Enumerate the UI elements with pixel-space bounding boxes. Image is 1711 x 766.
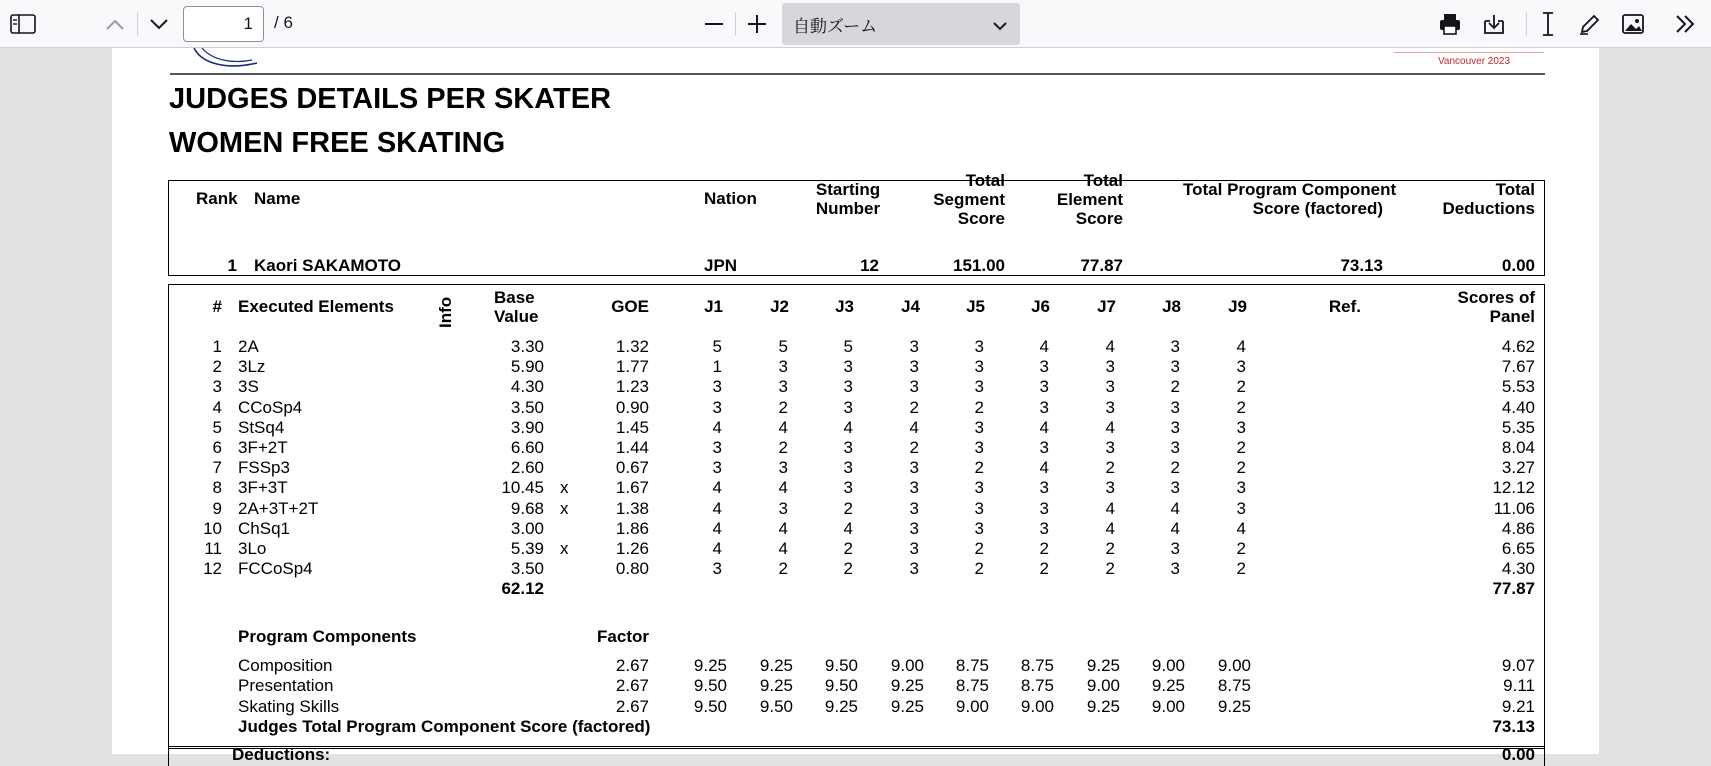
element-panel-score: 4.86 (1501, 518, 1535, 538)
judge-score: 3 (974, 337, 984, 356)
element-goe: 1.77 (615, 357, 649, 377)
judge-score: 2 (1236, 377, 1246, 397)
component-judge-score: 9.00 (955, 696, 989, 716)
element-goe: 0.67 (615, 458, 649, 478)
judge-score: 3 (974, 498, 984, 518)
base-value-header-line: Base (494, 288, 535, 307)
element-number: 5 (212, 417, 222, 437)
judge-score: 3 (974, 518, 984, 538)
judge-score: 4 (843, 518, 853, 538)
element-goe: 1.67 (615, 478, 649, 498)
element-code: 2A (238, 337, 259, 356)
judge-score: 4 (1039, 458, 1049, 478)
judge-header: J3 (835, 297, 854, 316)
judge-score: 3 (1170, 559, 1180, 579)
element-number: 7 (212, 458, 222, 478)
judge-score: 3 (1170, 397, 1180, 417)
name-header: Name (254, 189, 301, 208)
component-judge-score: 9.25 (824, 696, 858, 716)
component-judge-score: 9.25 (759, 656, 793, 675)
component-name: Skating Skills (238, 696, 340, 716)
component-name: Composition (238, 656, 333, 675)
judge-score: 3 (778, 377, 788, 397)
pdf-toolbar (0, 0, 1711, 48)
element-code: FCCoSp4 (238, 559, 313, 579)
base-value-header-line: Value (494, 307, 539, 326)
judge-score: 2 (1105, 559, 1115, 579)
element-number: 4 (212, 397, 222, 417)
judge-score: 2 (1236, 438, 1246, 457)
judge-score: 3 (843, 377, 853, 397)
component-judge-score: 9.25 (693, 656, 727, 675)
judge-header: J5 (966, 297, 985, 316)
element-panel-score: 4.62 (1501, 337, 1535, 356)
component-judge-score: 8.75 (1020, 676, 1054, 696)
judge-score: 4 (1105, 518, 1115, 538)
judge-score: 5 (712, 337, 722, 356)
component-judge-score: 9.50 (824, 656, 858, 675)
deductions-label: Deductions: (232, 745, 331, 764)
page-total: / 6 (274, 13, 293, 32)
element-code: StSq4 (238, 417, 285, 437)
judge-score: 3 (843, 357, 853, 377)
element-code: 3Lo (238, 539, 267, 558)
judge-score: 3 (1170, 357, 1180, 377)
component-factor: 2.67 (615, 676, 649, 696)
component-judge-score: 9.25 (1086, 656, 1120, 675)
element-base-value: 2.60 (510, 458, 544, 478)
judge-score: 2 (843, 539, 853, 558)
component-judge-score: 9.50 (693, 676, 727, 696)
judge-score: 4 (1039, 337, 1049, 356)
element-goe: 1.45 (615, 417, 649, 437)
judge-header: J6 (1031, 297, 1050, 316)
judge-score: 4 (778, 478, 788, 498)
judge-score: 3 (1105, 377, 1115, 397)
judge-score: 2 (1039, 539, 1049, 558)
judge-score: 2 (1236, 559, 1246, 579)
component-factor: 2.67 (615, 696, 649, 716)
judge-score: 3 (712, 377, 722, 397)
judge-score: 3 (909, 559, 919, 579)
element-base-value: 3.50 (510, 397, 544, 417)
element-panel-score: 12.12 (1492, 478, 1535, 498)
element-base-value: 3.50 (510, 559, 544, 579)
element-panel-score: 7.67 (1501, 357, 1535, 377)
element-code: 3F+2T (238, 438, 288, 457)
judge-score: 4 (1105, 337, 1115, 356)
component-judge-score: 9.25 (1151, 676, 1185, 696)
judge-score: 4 (1170, 518, 1180, 538)
element-panel-score: 4.40 (1501, 397, 1535, 417)
header-rule (170, 73, 1545, 75)
judge-score: 3 (1170, 539, 1180, 558)
judge-score: 2 (843, 559, 853, 579)
element-code: CCoSp4 (238, 397, 303, 417)
judge-score: 2 (1105, 458, 1115, 478)
total-element-score-header-line: Element (1056, 190, 1123, 209)
judge-score: 2 (1236, 539, 1246, 558)
judge-header: J2 (770, 297, 789, 316)
goe-header: GOE (611, 297, 649, 316)
judge-score: 3 (843, 438, 853, 457)
judge-score: 3 (712, 397, 722, 417)
scores-of-panel-header-line: Panel (1489, 307, 1535, 326)
judge-score: 3 (1039, 478, 1049, 498)
judge-score: 3 (1105, 397, 1115, 417)
judge-score: 3 (909, 337, 919, 356)
judges-total-label: Judges Total Program Component Score (factored) (238, 717, 651, 736)
judge-score: 4 (778, 539, 788, 558)
component-judge-score: 8.75 (955, 656, 989, 675)
zoom-select[interactable] (782, 3, 1020, 45)
total-segment-score-header-line: Score (957, 209, 1005, 228)
judge-score: 4 (1105, 417, 1115, 437)
judge-score: 3 (1039, 357, 1049, 377)
judge-score: 4 (778, 518, 788, 538)
judge-score: 3 (712, 458, 722, 478)
save-download-icon[interactable] (1480, 10, 1508, 38)
total-segment-score-header-line: Total (965, 171, 1005, 190)
element-number: 8 (212, 478, 222, 498)
judge-score: 4 (712, 518, 722, 538)
toolbar-separator (1526, 12, 1527, 36)
element-code: 3Lz (238, 357, 266, 377)
skater-rank: 1 (227, 256, 237, 275)
component-judge-score: 9.00 (1086, 676, 1120, 696)
element-number: 11 (204, 539, 222, 558)
judge-score: 3 (778, 458, 788, 478)
judge-score: 3 (1236, 417, 1246, 437)
skater-name: Kaori SAKAMOTO (254, 256, 402, 275)
element-panel-score: 5.53 (1501, 377, 1535, 397)
judge-score: 3 (909, 478, 919, 498)
element-panel-score: 4.30 (1501, 559, 1535, 579)
judge-score: 3 (1039, 498, 1049, 518)
judge-score: 3 (1105, 438, 1115, 457)
component-judge-score: 9.25 (890, 676, 924, 696)
deductions-value: 0.00 (1501, 745, 1535, 764)
judge-score: 2 (909, 438, 919, 457)
judge-score: 3 (909, 377, 919, 397)
element-goe: 1.86 (615, 518, 649, 538)
skater-starting-number: 12 (860, 256, 879, 275)
judge-score: 2 (1236, 397, 1246, 417)
component-judge-score: 9.50 (759, 696, 793, 716)
judges-total-value: 73.13 (1492, 717, 1535, 736)
element-number: 6 (212, 438, 222, 457)
next-page-icon[interactable] (146, 12, 172, 36)
judge-score: 3 (909, 498, 919, 518)
rank-header: Rank (196, 189, 238, 208)
isu-logo-icon (182, 48, 292, 72)
skater-total-deductions: 0.00 (1501, 256, 1535, 275)
judge-score: 2 (778, 397, 788, 417)
judge-score: 2 (1039, 559, 1049, 579)
total-pcs-header-line: Score (factored) (1252, 199, 1383, 218)
judge-score: 4 (712, 539, 722, 558)
judge-header: J9 (1228, 297, 1247, 316)
element-number-header: # (212, 297, 222, 316)
component-judge-score: 9.25 (1217, 696, 1251, 716)
pdf-page (112, 48, 1599, 764)
judge-score: 2 (778, 438, 788, 457)
judge-score: 3 (974, 438, 984, 457)
judge-score: 3 (1236, 357, 1246, 377)
total-element-score-header-line: Score (1075, 209, 1123, 228)
component-judge-score: 8.75 (1217, 676, 1251, 696)
element-code: 3F+3T (238, 478, 288, 498)
judge-score: 3 (778, 357, 788, 377)
judge-score: 4 (1039, 417, 1049, 437)
judge-score: 4 (1236, 518, 1246, 538)
judge-score: 2 (1236, 458, 1246, 478)
total-element-score-header (923, 171, 1123, 228)
judge-score: 4 (1105, 498, 1115, 518)
judge-score: 3 (1236, 498, 1246, 518)
judge-score: 3 (974, 377, 984, 397)
element-code: 3S (238, 377, 259, 397)
total-deductions-header-line: Deductions (1442, 199, 1535, 218)
component-panel-score: 9.11 (1503, 676, 1535, 696)
judge-score: 3 (1170, 417, 1180, 437)
element-goe: 1.38 (615, 498, 649, 518)
element-number: 2 (212, 357, 222, 377)
judge-score: 4 (1170, 498, 1180, 518)
component-factor: 2.67 (615, 656, 649, 675)
judge-score: 3 (843, 458, 853, 478)
skater-total-pcs: 73.13 (1340, 256, 1383, 275)
judge-score: 3 (1039, 438, 1049, 457)
element-goe: 1.26 (615, 539, 649, 558)
elements-total-base-value: 62.12 (501, 579, 544, 599)
component-judge-score: 9.50 (824, 676, 858, 696)
scores-of-panel-header (1335, 288, 1535, 326)
element-number: 9 (212, 498, 222, 518)
element-base-value: 10.45 (501, 478, 544, 498)
judge-score: 4 (778, 417, 788, 437)
judge-score: 3 (1105, 478, 1115, 498)
judge-score: 3 (843, 397, 853, 417)
total-deductions-header-line: Total (1495, 180, 1535, 199)
component-judge-score: 9.25 (890, 696, 924, 716)
judge-score: 4 (1236, 337, 1246, 356)
element-goe: 0.90 (615, 397, 649, 417)
judge-score: 5 (778, 337, 788, 356)
element-number: 1 (212, 337, 222, 356)
starting-number-header-line: Number (815, 199, 881, 218)
judge-score: 3 (1105, 357, 1115, 377)
element-goe: 1.32 (615, 337, 649, 356)
judge-score: 2 (974, 458, 984, 478)
element-bonus-marker: x (560, 498, 569, 518)
toolbar-separator (735, 12, 736, 36)
component-judge-score: 9.00 (1020, 696, 1054, 716)
starting-number-header-line: Starting (815, 180, 881, 199)
judge-score: 3 (1039, 397, 1049, 417)
judge-score: 2 (778, 559, 788, 579)
element-base-value: 3.30 (510, 337, 544, 356)
total-pcs-header-line: Total Program Component (1183, 180, 1397, 199)
element-number: 10 (203, 518, 222, 538)
print-icon[interactable] (1436, 10, 1464, 38)
judge-score: 4 (712, 417, 722, 437)
judge-header: J4 (901, 297, 920, 316)
element-base-value: 5.39 (510, 539, 544, 558)
judge-score: 3 (1236, 478, 1246, 498)
judge-header: J1 (704, 297, 723, 316)
element-number: 3 (212, 377, 222, 397)
judge-score: 1 (712, 357, 722, 377)
element-base-value: 3.00 (510, 518, 544, 538)
element-panel-score: 3.27 (1501, 458, 1535, 478)
document-title: JUDGES DETAILS PER SKATER (169, 83, 612, 115)
ref-header: Ref. (1328, 297, 1361, 316)
judge-score: 3 (843, 478, 853, 498)
judge-score: 2 (1170, 377, 1180, 397)
toolbar-separator (137, 12, 138, 36)
zoom-out-icon[interactable] (701, 12, 727, 36)
component-judge-score: 9.25 (1086, 696, 1120, 716)
judge-header: J7 (1097, 297, 1116, 316)
elements-total-panel-score: 77.87 (1492, 579, 1535, 599)
image-insert-icon[interactable] (1619, 10, 1647, 38)
judge-score: 3 (1039, 518, 1049, 538)
judge-score: 3 (1170, 478, 1180, 498)
component-judge-score: 9.25 (759, 676, 793, 696)
factor-header: Factor (597, 627, 649, 646)
judge-score: 4 (843, 417, 853, 437)
component-judge-score: 9.00 (1217, 656, 1251, 675)
component-panel-score: 9.07 (1501, 656, 1535, 675)
component-judge-score: 8.75 (1020, 656, 1054, 675)
more-tools-icon[interactable] (1671, 10, 1699, 38)
judge-header: J8 (1162, 297, 1181, 316)
component-judge-score: 9.50 (693, 696, 727, 716)
component-panel-score: 9.21 (1501, 696, 1535, 716)
zoom-select-value: 自動ズーム (793, 17, 878, 36)
element-code: FSSp3 (238, 458, 290, 478)
component-judge-score: 8.75 (955, 676, 989, 696)
total-element-score-header-line: Total (1083, 171, 1123, 190)
judge-score: 3 (974, 478, 984, 498)
element-code: ChSq1 (238, 518, 290, 538)
element-number: 12 (203, 559, 222, 579)
component-judge-score: 9.00 (1151, 656, 1185, 675)
skater-total-segment-score: 151.00 (953, 256, 1005, 275)
total-deductions-header (1335, 180, 1535, 218)
judge-score: 4 (712, 478, 722, 498)
executed-elements-header: Executed Elements (238, 297, 394, 316)
component-judge-score: 9.00 (1151, 696, 1185, 716)
judge-score: 3 (909, 357, 919, 377)
element-panel-score: 11.06 (1493, 498, 1535, 518)
judge-score: 3 (1170, 438, 1180, 457)
element-goe: 1.44 (615, 438, 649, 457)
element-base-value: 9.68 (510, 498, 544, 518)
judge-score: 3 (712, 559, 722, 579)
element-base-value: 3.90 (510, 417, 544, 437)
header-rule-red (1394, 52, 1544, 53)
zoom-in-icon[interactable] (744, 12, 770, 36)
element-base-value: 6.60 (510, 438, 544, 457)
element-code: 2A+3T+2T (238, 498, 319, 518)
chevron-down-icon (992, 16, 1008, 36)
judge-score: 2 (909, 397, 919, 417)
skater-total-element-score: 77.87 (1080, 256, 1123, 275)
judge-score: 5 (843, 337, 853, 356)
element-bonus-marker: x (560, 478, 569, 498)
judge-score: 2 (974, 397, 984, 417)
judge-score: 2 (974, 539, 984, 558)
judge-score: 4 (909, 417, 919, 437)
element-base-value: 4.30 (510, 377, 544, 397)
judge-score: 3 (1170, 337, 1180, 356)
sidebar-toggle-icon[interactable] (9, 12, 37, 36)
scores-of-panel-header-line: Scores of (1457, 288, 1535, 307)
element-panel-score: 8.04 (1501, 438, 1535, 457)
info-header: Info (436, 296, 455, 328)
skater-nation: JPN (704, 256, 738, 275)
element-goe: 0.80 (615, 559, 649, 579)
judge-score: 3 (909, 458, 919, 478)
total-segment-score-header-line: Segment (933, 190, 1005, 209)
nation-header: Nation (704, 189, 757, 208)
program-components-header: Program Components (238, 627, 417, 646)
component-name: Presentation (238, 676, 334, 696)
text-cursor-icon[interactable] (1534, 10, 1562, 38)
previous-page-icon[interactable] (102, 12, 128, 36)
component-judge-score: 9.00 (890, 656, 924, 675)
judge-score: 2 (1170, 458, 1180, 478)
draw-pen-icon[interactable] (1576, 10, 1604, 38)
event-label: Vancouver 2023 (1437, 56, 1511, 67)
judge-score: 3 (974, 417, 984, 437)
judge-score: 3 (778, 498, 788, 518)
element-goe: 1.23 (615, 377, 649, 397)
element-panel-score: 5.35 (1501, 417, 1535, 437)
judges-details-document (112, 48, 1599, 764)
judge-score: 2 (974, 559, 984, 579)
element-panel-score: 6.65 (1501, 539, 1535, 558)
judge-score: 4 (712, 498, 722, 518)
judge-score: 3 (974, 357, 984, 377)
judge-score: 3 (909, 539, 919, 558)
judge-score: 3 (712, 438, 722, 457)
judge-score: 2 (1105, 539, 1115, 558)
element-base-value: 5.90 (510, 357, 544, 377)
judge-score: 3 (909, 518, 919, 538)
element-bonus-marker: x (560, 539, 569, 558)
page-number-input[interactable]: 1 (183, 6, 264, 42)
document-subtitle: WOMEN FREE SKATING (169, 127, 506, 159)
judge-score: 3 (1039, 377, 1049, 397)
judge-score: 2 (843, 498, 853, 518)
